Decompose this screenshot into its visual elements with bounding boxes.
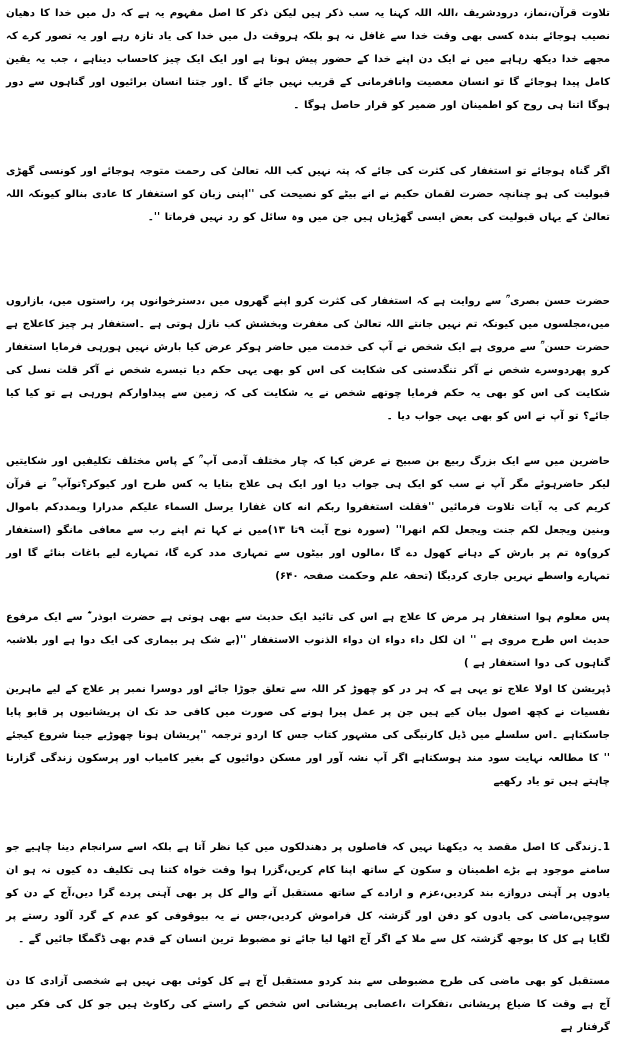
paragraph-point-one: 1۔زندگی کا اصل مقصد یہ دیکھنا نہیں کہ فاصلوں پر دھندلکوں میں کیا نظر آتا ہے بلکہ اسے سرانجام دینا چاہیے جو سامنے موجود ہے بڑے اطمینان و سکون کے ساتھ اپنا کام کریں،گزرا ہوا وقت خواہ کتنا ہی تکلیف دہ کیوں نہ ہو ان یادوں پر آہنی دروازے بند کردیں،عزم و ارادے کے ساتھ مستقبل آنے والے کل پر بھی آہنی پردے گرا دیں،آج کے دن کو سوچیں،ماضی کی یادوں کو دفن اور گزشتہ کل فراموش کردیں،جس نے یہ بیوقوفی کو عدم کے گرد آلود رستے پر لگایا ہے کل کا بوجھ گزشتہ کل سے ملا کے اگر آج اٹھا لیا جائے تو مضبوط ترین انسان کے قدم بھی ڈگمگا جائیں گے ۔ [6, 842, 610, 945]
paragraph-depression-cure: ڈپریشن کا اولا علاج تو یہی ہے کہ ہر در کو چھوڑ کر اللہ سے تعلق جوڑا جائے اور دوسرا نمبر پر علاج کے لیے ماہرین نفسیات نے کچھ اصول بیان کیے ہیں جن پر عمل پیرا ہونے کی صورت میں کافی حد تک ان پریشانیوں پر قابو پایا جاسکتاہے ۔اس سلسلے میں ڈیل کارنیگی کی مشہور کتاب جس کا اردو ترجمہ ''پریشان ہونا چھوڑیے جینا شروع کیجئے '' کا مطالعہ نہایت سود مند ہوسکتاہے اگر آپ نشہ آور اور مسکن دوائیوں کے بغیر کامیاب اور پرسکون زندگی گزارنا چاہتے ہیں تو یاد رکھیے [6, 684, 610, 787]
paragraph-hasan-basri: حضرت حسن بصری ؒ سے روایت ہے کہ استغفار کی کثرت کرو اپنے گھروں میں ،دسترخوانوں پر، راستوں میں، بازاروں میں،مجلسوں میں کیونکہ تم نہیں جانتے اللہ تعالیٰ کی مغفرت وبخشش کب نازل ہوتی ہے ۔استغفار ہر چیز کاعلاج ہے حضرت حسن ؒ سے مروی ہے ایک شخص نے آپ کی خدمت میں حاضر ہوکر عرض کیا بارش نہیں ہورہی فرمایا استغفار کرو پھردوسرے شخص نے آکر تنگدستی کی شکایت کی اس کو بھی یہی حکم دیا تیسرے شخص نے آکر قلت نسل کی شکایت کی اس کو بھی یہ حکم فرمایا چوتھے شخص نے یہ شکایت کی کہ زمین سے پیداوارکم ہورہی ہے تو کیا کیا جائے؟ تو آپ نے اس کو بھی یہی جواب دیا ۔ [6, 296, 610, 422]
paragraph-istighfar-luqman: اگر گناہ ہوجائے تو استغفار کی کثرت کی جائے کہ پتہ نہیں کب اللہ تعالیٰ کی رحمت متوجہ ہوجائے اور کونسی گھڑی قبولیت کی ہو چنانچہ حضرت لقمان حکیم نے انے بیٹے کو نصیحت کی ''اپنی زبان کو استغفار کا عادی بنالو کیونکہ اللہ تعالیٰ کے یہاں قبولیت کی بعض ایسی گھڑیاں ہیں جن میں وہ سائل کو رد نہیں فرماتا ''۔ [6, 166, 610, 223]
paragraph-rabi-bin-subaih: حاضرین میں سے ایک بزرگ ربیع بن صبیح نے عرض کیا کہ چار مختلف آدمی آپ ؒ کے پاس مختلف تکلیفیں اور شکایتیں لیکر حاضرہوئے مگر آپ نے سب کو ایک ہی جواب دیا اور ایک ہی علاج بتایا یہ کس طرح اور کیوکر؟توآپ ؒ نے قرآن کریم کی یہ آیات تلاوت فرمائیں ''فقلت استغفروا ربکم انه کان غفارا یرسل السماء علیکم مدرارا ویمددکم باموال وبنین ویجعل لکم جنت ویجعل لکم انھرا'' (سورہ نوح آیت ۹تا ۱۳)میں نے کہا تم اپنے رب سے معافی مانگو (استغفار کرو)وہ تم پر بارش کے دہانے کھول دے گا ،مالوں اور بیٹوں سے تمہاری مدد کرے گا، تمہارے لیے باغات بنائے گا اور تمہارے واسطے نہریں جاری کردیگا (تحفہ علم وحکمت صفحہ ۶۴۰) [6, 456, 610, 582]
paragraph-hadith-abu-dhar: پس معلوم ہوا استغفار ہر مرض کا علاج ہے اس کی تائید ایک حدیث سے بھی ہوتی ہے حضرت ابوذر ؓ سے ایک مرفوع حدیث اس طرح مروی ہے '' ان لکل داء دواء ان دواء الذنوب الاستغفار ''(بے شک ہر بیماری کی ایک دوا ہے اور بلاشبہ گناہوں کی دوا استغفار ہے ) [6, 612, 610, 669]
paragraph-future: مستقبل کو بھی ماضی کی طرح مضبوطی سے بند کردو مستقبل آج ہے کل کوئی بھی نہیں ہے شخصی آزادی کا دن آج ہے وقت کا ضیاع پریشانی ،تفکرات ،اعصابی پریشانی اس شخص کے راستے کی رکاوٹ ہیں جو کل کی فکر میں گرفتار ہے [6, 976, 610, 1033]
paragraph-remembrance: تلاوت قرآن،نماز، درودشریف ،اللہ اللہ کہنا یہ سب ذکر ہیں لیکن ذکر کا اصل مفہوم یہ ہے کہ دل میں خدا کا دھیان نصیب ہوجائے بندہ کسی بھی وقت خدا سے غافل نہ ہو بلکہ ہروقت دل میں خدا کی یاد تازہ رہے اور یہ تصور کرے کہ مجھے خدا دیکھ رہاہے میں نے ایک دن اپنے خدا کے حضور پیش ہونا ہے اور ایک ایک چیز کاحساب دیناہے ، جب یہ یقین کامل پیدا ہوجائے گا تو انسان معصیت وانافرمانی کے قریب نہیں جائے گا ۔اور جتنا انسان برائیوں اور گناہوں سے دور ہوگا اتنا ہی روح کو اطمینان اور ضمیر کو قرار حاصل ہوگا ۔ [6, 8, 610, 111]
